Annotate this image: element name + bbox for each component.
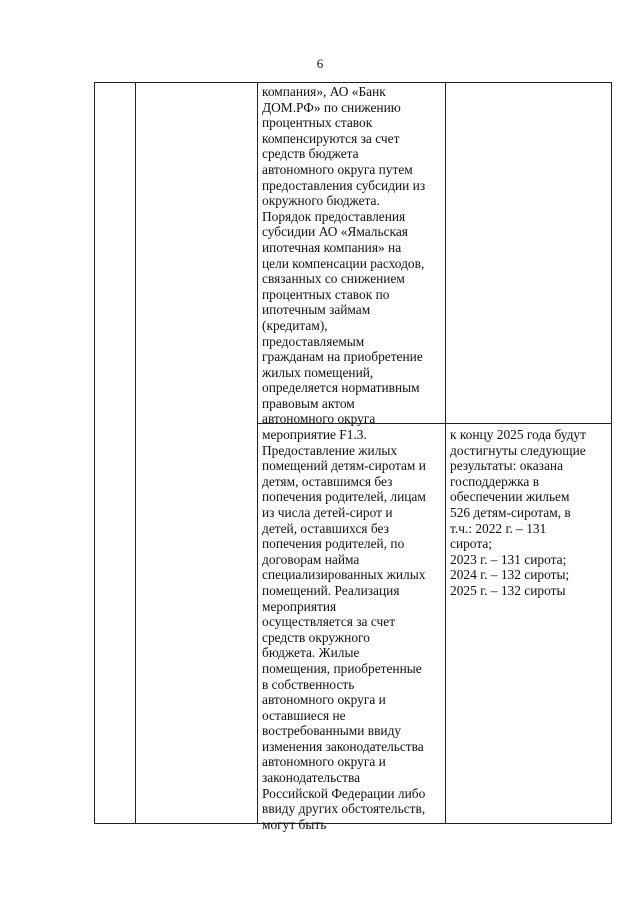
column-divider-1	[135, 82, 136, 824]
table-border-top	[94, 82, 612, 83]
table-border-left	[94, 82, 95, 824]
table-row-2-measure-cell: мероприятие F1.3. Предоставление жилых помещений детям-сиротам и детям, оставшимся без попечения родителей, лицам из числа детей-сирот и детей, оставшихся без попечения родителей, по договорам найма специализированных жилых помещений. Реализация мероприятия осуществляется за счет средств окружного бюджета. Жилые помещения, приобретенные в собственность автономного округа и оставшиеся не востребованными ввиду изменения законодательства автономного округа и законодательства Российской Федерации либо ввиду других обстоятельств, могут быть	[262, 427, 426, 832]
column-divider-2	[257, 82, 258, 824]
program-table	[94, 82, 612, 832]
table-row-2-result-cell: к концу 2025 года будут достигнуты следующие результаты: оказана господдержка в обеспечении жильем 526 детям-сиротам, в т.ч.: 2022 г. – 131 сирота; 2023 г. – 131 сирота; 2024 г. – 132 сироты; 2025 г. – 132 сироты	[450, 427, 586, 598]
table-row-1-measure-cell: компания», АО «Банк ДОМ.РФ» по снижению процентных ставок компенсируются за счет средств бюджета автономного округа путем предоставления субсидии из окружного бюджета. Порядок предоставления субсидии АО «Ямальская ипотечная компания» на цели компенсации расходов, связанных со снижением процентных ставок по ипотечным займам (кредитам), предоставляемым гражданам на приобретение жилых помещений, определяется нормативным правовым актом автономного округа	[262, 84, 426, 427]
column-divider-3	[445, 82, 446, 824]
table-border-right	[611, 82, 612, 824]
page-number: 6	[316, 56, 324, 71]
